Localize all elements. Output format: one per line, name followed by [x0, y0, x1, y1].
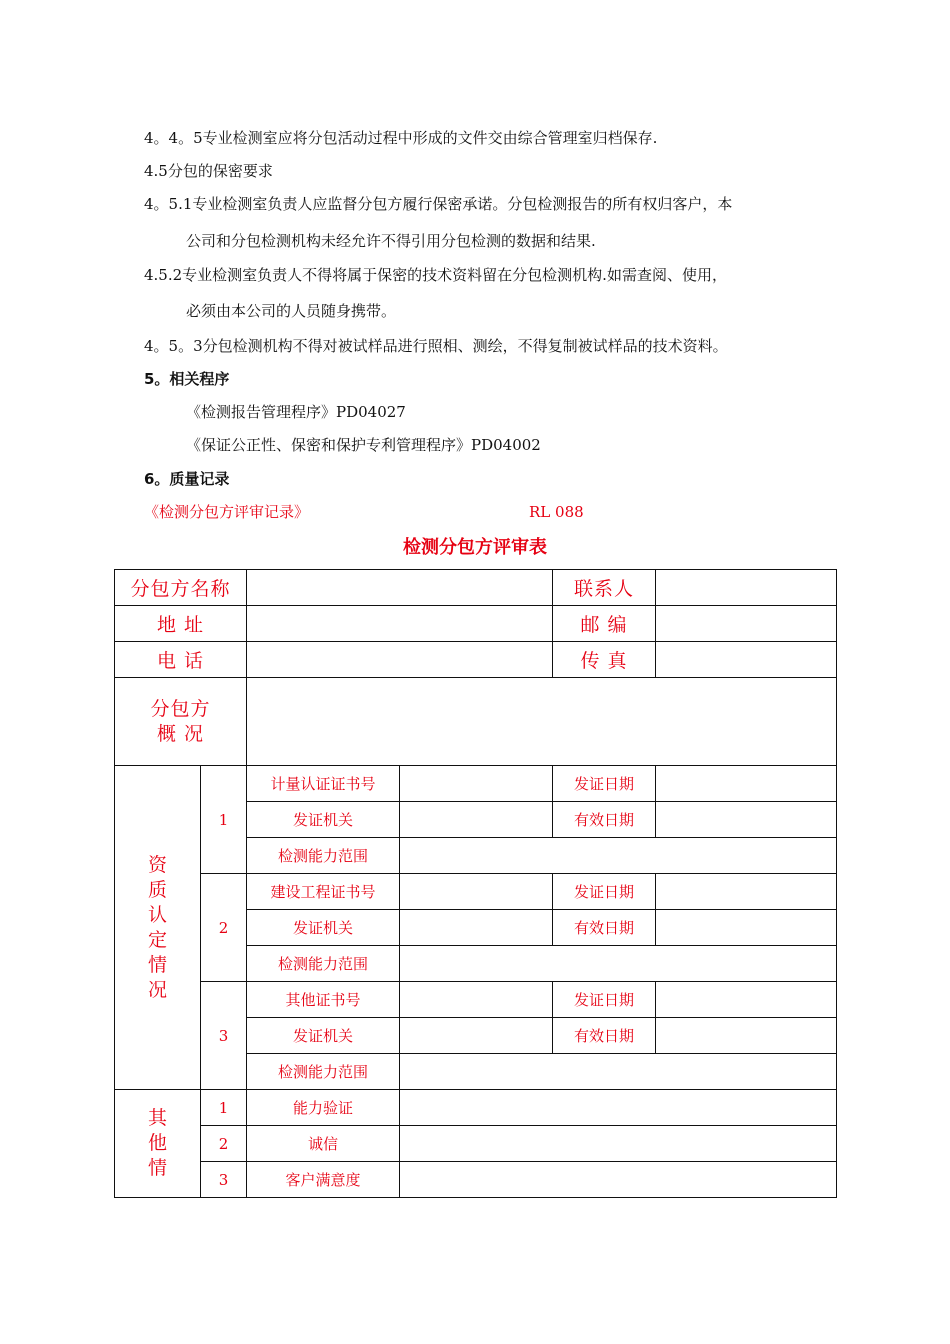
qualification-label-char: 况: [147, 978, 167, 1001]
qualification-label-char: 认: [147, 903, 167, 926]
cert-number-field[interactable]: [400, 874, 553, 910]
valid-date-field[interactable]: [656, 910, 837, 946]
record-title: 《检测分包方评审记录》: [144, 503, 310, 521]
issue-date-label: 发证日期: [553, 874, 656, 910]
test-scope-label: 检测能力范围: [247, 1054, 400, 1090]
valid-date-label: 有效日期: [553, 910, 656, 946]
table-title: 检测分包方评审表: [403, 537, 547, 558]
fax-label: 传 真: [553, 642, 656, 678]
cert-number-field[interactable]: [400, 982, 553, 1018]
other-info-label-char: 情: [147, 1157, 167, 1179]
test-scope-label: 检测能力范围: [247, 838, 400, 874]
overview-label-line2: 概 况: [156, 722, 205, 745]
clause-4-5-3: 4。5。3分包检测机构不得对被试样品进行照相、测绘，不得复制被试样品的技术资料。: [144, 337, 728, 355]
clause-4-5-1: 4。5.1专业检测室负责人应监督分包方履行保密承诺。分包检测报告的所有权归客户，本: [144, 195, 733, 213]
address-field[interactable]: [247, 606, 553, 642]
test-scope-field[interactable]: [400, 946, 837, 982]
other-info-label: [115, 1090, 201, 1198]
issue-date-field[interactable]: [656, 982, 837, 1018]
other-row-label: 客户满意度: [247, 1162, 400, 1198]
phone-field[interactable]: [247, 642, 553, 678]
other-row-number: 2: [201, 1126, 247, 1162]
issue-date-label: 发证日期: [553, 982, 656, 1018]
other-row-label: 能力验证: [247, 1090, 400, 1126]
issue-date-label: 发证日期: [553, 766, 656, 802]
other-info-label-char: 他: [147, 1132, 167, 1154]
qualification-label-char: 情: [147, 953, 167, 976]
cert-number-label: 计量认证证书号: [247, 766, 400, 802]
overview-label: [115, 678, 247, 766]
valid-date-field[interactable]: [656, 1018, 837, 1054]
section-5-heading: 5。相关程序: [144, 370, 230, 388]
other-row-field[interactable]: [400, 1090, 837, 1126]
valid-date-label: 有效日期: [553, 1018, 656, 1054]
issuing-authority-label: 发证机关: [247, 1018, 400, 1054]
issuing-authority-label: 发证机关: [247, 910, 400, 946]
other-row-number: 3: [201, 1162, 247, 1198]
issuing-authority-field[interactable]: [400, 910, 553, 946]
issuing-authority-label: 发证机关: [247, 802, 400, 838]
test-scope-field[interactable]: [400, 1054, 837, 1090]
issue-date-field[interactable]: [656, 874, 837, 910]
issuing-authority-field[interactable]: [400, 1018, 553, 1054]
procedure-item-1: 《检测报告管理程序》PD04027: [186, 403, 406, 421]
other-row-number: 1: [201, 1090, 247, 1126]
section-6-heading: 6。质量记录: [144, 470, 230, 488]
qualification-label-char: 质: [147, 878, 167, 901]
qualification-group-number: 1: [201, 766, 247, 874]
clause-4-5-2-cont: 必须由本公司的人员随身携带。: [186, 302, 397, 320]
qualification-label-char: 资: [147, 853, 167, 876]
overview-field[interactable]: [247, 678, 837, 766]
test-scope-label: 检测能力范围: [247, 946, 400, 982]
cert-number-label: 其他证书号: [247, 982, 400, 1018]
record-code: RL 088: [529, 503, 584, 521]
cert-number-label: 建设工程证书号: [247, 874, 400, 910]
other-info-label-char: 其: [147, 1107, 167, 1129]
valid-date-label: 有效日期: [553, 802, 656, 838]
name-field[interactable]: [247, 570, 553, 606]
qualification-label: [115, 766, 201, 1090]
issuing-authority-field[interactable]: [400, 802, 553, 838]
clause-4-4-5: 4。4。5专业检测室应将分包活动过程中形成的文件交由综合管理室归档保存.: [144, 129, 658, 147]
fax-field[interactable]: [656, 642, 837, 678]
name-label: 分包方名称: [115, 570, 247, 606]
valid-date-field[interactable]: [656, 802, 837, 838]
clause-4-5-heading: 4.5分包的保密要求: [144, 162, 273, 180]
qualification-group-number: 3: [201, 982, 247, 1090]
contact-label: 联系人: [553, 570, 656, 606]
address-label: 地 址: [115, 606, 247, 642]
other-row-field[interactable]: [400, 1162, 837, 1198]
contact-field[interactable]: [656, 570, 837, 606]
qualification-label-char: 定: [147, 928, 167, 951]
other-row-label: 诚信: [247, 1126, 400, 1162]
clause-4-5-1-cont: 公司和分包检测机构未经允许不得引用分包检测的数据和结果.: [186, 232, 596, 250]
review-form-table: [114, 569, 837, 1198]
postcode-label: 邮 编: [553, 606, 656, 642]
test-scope-field[interactable]: [400, 838, 837, 874]
clause-4-5-2: 4.5.2专业检测室负责人不得将属于保密的技术资料留在分包检测机构.如需查阅、使用，: [144, 266, 727, 284]
issue-date-field[interactable]: [656, 766, 837, 802]
qualification-group-number: 2: [201, 874, 247, 982]
postcode-field[interactable]: [656, 606, 837, 642]
cert-number-field[interactable]: [400, 766, 553, 802]
procedure-item-2: 《保证公正性、保密和保护专利管理程序》PD04002: [186, 436, 541, 454]
other-row-field[interactable]: [400, 1126, 837, 1162]
phone-label: 电 话: [115, 642, 247, 678]
overview-label-line1: 分包方: [150, 697, 211, 720]
